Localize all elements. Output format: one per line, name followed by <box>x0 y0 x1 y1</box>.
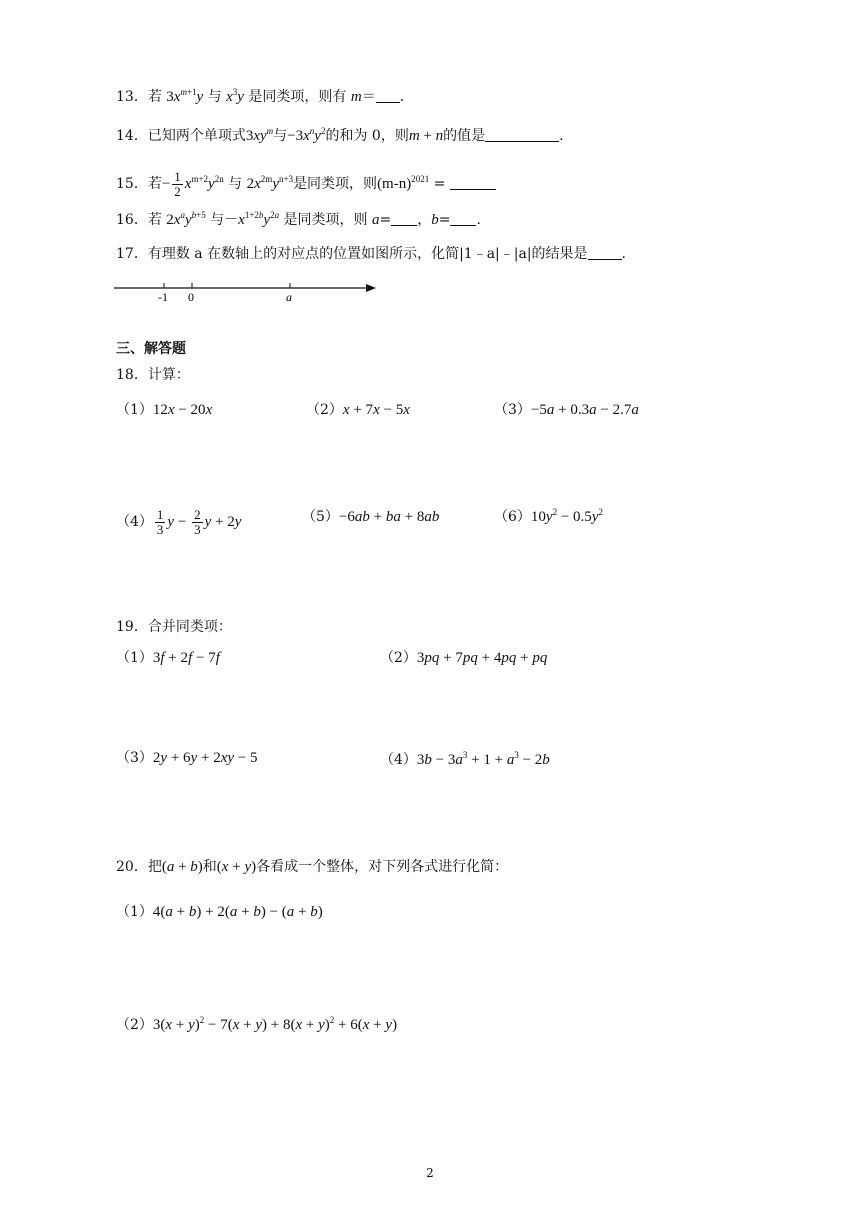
q20-expr-2: $3(x + y)^2 - 7(x + y) + 8(x + y)^2 + 6(x + y)$ <box>152 1015 398 1033</box>
q15-number: 15． <box>116 175 148 192</box>
q14-answer-blank[interactable] <box>485 127 559 142</box>
label-minus-one: -1 <box>158 290 168 304</box>
q14-number: 14． <box>116 128 148 144</box>
q15-term1: − $\frac{1}{2}$ $x^{m+2}y^{2n}$ <box>161 169 224 199</box>
q18-item-4: （4） $\frac{1}{3}$ y − $\frac{2}{3}$ y + 2y <box>116 507 242 537</box>
question-19-title: 19．合并同类项： <box>116 619 232 635</box>
q16-term1: $2x^ay^{b+5}$ <box>166 210 206 228</box>
page-number: 2 <box>426 1166 434 1180</box>
q17-text: 有理数 a 在数轴上的对应点的位置如图所示，化简|1﹣a|﹣|a|的结果是 <box>147 246 588 262</box>
q18-item-3: （3）−5a + 0.3a − 2.7a <box>494 402 639 418</box>
number-line-arrow <box>366 284 376 292</box>
q18-item-5: （5）−6ab + ba + 8ab <box>302 509 440 525</box>
q15-term2: $2x^{2m}y^{n+3}$ <box>246 173 294 192</box>
q20-group-ab: (a + b) <box>161 859 203 875</box>
question-17: 17．有理数 a 在数轴上的对应点的位置如图所示，化简|1﹣a|﹣|a|的结果是 . <box>116 246 626 262</box>
q16-number: 16． <box>116 212 148 228</box>
q17-number: 17． <box>116 246 148 262</box>
q18-item-6: $(6)10y^2 - 0.5y^2$ <box>494 507 603 525</box>
q19-expr-1: 3f + 2f − 7f <box>152 650 220 666</box>
question-18-title: 18．计算： <box>116 367 190 383</box>
q20-group-xy: (x + y) <box>216 859 257 875</box>
q19-expr-3: 2y + 6y + 2xy − 5 <box>152 750 258 766</box>
q18-expr-5: −6ab + ba + 8ab <box>338 509 440 525</box>
q13-answer-blank[interactable] <box>376 88 400 103</box>
q16-term2: $x^{1+2b}y^{2a}$ <box>238 210 280 228</box>
question-14: 14．已知两个单项式$3xy^m$与$-3x^ny^2$的和为 0，则m + n的值是 . <box>116 126 564 144</box>
q18-expr-6: $10y^2 - 0.5y^2$ <box>530 507 603 525</box>
q20-item-1: （1）4(a + b) + 2(a + b) − (a + b) <box>116 904 323 920</box>
q15-expression: $(m-n)^{2021}$ <box>377 173 430 192</box>
question-16: 16．若 $2x^ay^{b+5}$ 与$-x^{1+2b}y^{2a}$ 是同类项，则 a= ，b= . <box>116 210 481 228</box>
q16-b-blank[interactable] <box>450 211 476 226</box>
label-zero: 0 <box>188 290 194 304</box>
q18-item-2: （2）x + 7x − 5x <box>306 402 410 418</box>
section-3-heading: 三、解答题 <box>116 341 186 357</box>
q14-sum-expression: m + n <box>408 128 444 144</box>
q19-expr-4: $3b - 3a^3 + 1 + a^3 - 2b$ <box>416 750 550 768</box>
q18-expr-1: 12x − 20x <box>152 402 213 418</box>
q18-expr-3: −5a + 0.3a − 2.7a <box>530 402 639 418</box>
number-line-figure <box>112 276 382 306</box>
q17-answer-blank[interactable] <box>588 245 622 260</box>
label-a: a <box>286 290 292 304</box>
q19-item-3: （3）2y + 6y + 2xy − 5 <box>116 750 258 766</box>
q20-expr-1: 4(a + b) + 2(a + b) − (a + b) <box>152 904 323 920</box>
q13-term2: $x^3y$ <box>226 87 244 105</box>
q20-item-2: $(2)3(x + y)^2 - 7(x + y) + 8(x + y)^2 + 6(x + y)$ <box>116 1015 398 1033</box>
q14-term1: $3xy^m$ <box>245 126 274 144</box>
question-20-title: 20．把(a + b)和(x + y)各看成一个整体，对下列各式进行化简： <box>116 859 509 875</box>
question-15: 15．若− $\frac{1}{2}$ $x^{m+2}y^{2n}$ 与 $2x^{2m}y^{n+3}$是同类项，则$(m-n)^{2021}$ = <box>116 170 496 199</box>
q19-item-4: $(4)3b - 3a^3 + 1 + a^3 - 2b$ <box>380 750 550 768</box>
q14-term2: $-3x^ny^2$ <box>287 126 326 144</box>
q19-item-2: （2）3pq + 7pq + 4pq + pq <box>380 650 548 666</box>
q13-term1: $3x^{m+1}y$ <box>166 87 204 105</box>
q19-expr-2: 3pq + 7pq + 4pq + pq <box>416 650 548 666</box>
q13-number: 13． <box>116 89 148 105</box>
question-13: 13．若 $3x^{m+1}y$ 与 $x^3y$ 是同类项，则有 m＝ . <box>116 87 405 105</box>
q19-item-1: （1）3f + 2f − 7f <box>116 650 220 666</box>
q16-a-blank[interactable] <box>391 211 417 226</box>
q18-expr-4: $\frac{1}{3}$ y − $\frac{2}{3}$ y + 2y <box>156 507 242 537</box>
q18-expr-2: x + 7x − 5x <box>342 402 410 418</box>
q15-answer-blank[interactable] <box>450 175 496 190</box>
q18-item-1: （1）12x − 20x <box>116 402 213 418</box>
